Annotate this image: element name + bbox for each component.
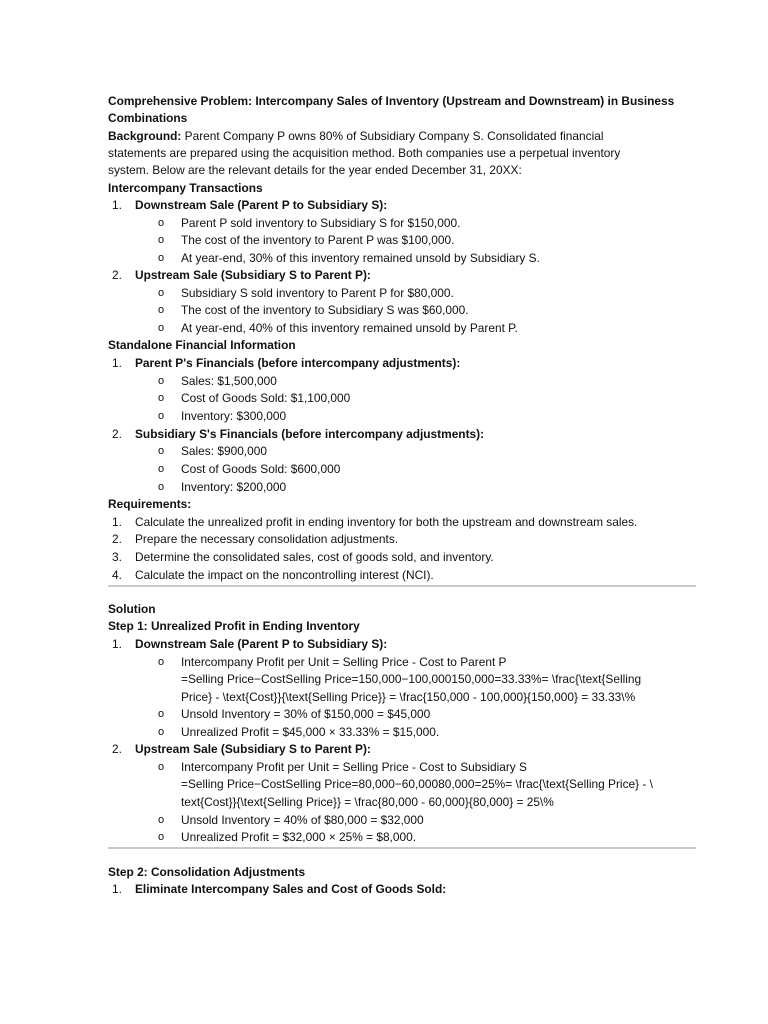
list-number: 1. [112,356,122,370]
background-text-line3: system. Below are the relevant details for the year ended December 31, 20XX: [108,163,522,177]
bullet-text: Unrealized Profit = $32,000 × 25% = $8,000. [181,830,417,844]
bullet-text: Unsold Inventory = 30% of $150,000 = $45,000 [181,707,431,721]
formula-text: Price} - \text{Cost}}{\text{Selling Price}} = \frac{150,000 - 100,000}{150,000} = 33.33\% [181,690,636,704]
bullet-text: The cost of the inventory to Subsidiary S was $60,000. [181,303,469,317]
bullet-text: Subsidiary S sold inventory to Parent P for $80,000. [181,286,454,300]
requirement-text: Determine the consolidated sales, cost of goods sold, and inventory. [135,550,494,564]
list-number: 1. [112,637,122,651]
bullet-marker: o [158,831,165,843]
horizontal-divider [108,585,696,587]
requirement-text: Calculate the impact on the noncontrolling interest (NCI). [135,568,434,582]
section-heading-intercompany: Intercompany Transactions [108,181,263,195]
bullet-text: At year-end, 30% of this inventory remained unsold by Subsidiary S. [181,251,540,265]
list-number: 1. [112,882,122,896]
bullet-marker: o [158,287,165,299]
list-item-title: Downstream Sale (Parent P to Subsidiary S): [135,637,388,651]
bullet-marker: o [158,445,165,457]
background-text-line2: statements are prepared using the acquisition method. Both companies use a perpetual inventory [108,146,621,160]
bullet-marker: o [158,322,165,334]
list-item-title: Eliminate Intercompany Sales and Cost of Goods Sold: [135,882,447,896]
bullet-text: Inventory: $300,000 [181,409,287,423]
bullet-text: Sales: $900,000 [181,444,267,458]
bullet-text: Unrealized Profit = $45,000 × 33.33% = $15,000. [181,725,440,739]
bullet-marker: o [158,463,165,475]
bullet-text: Cost of Goods Sold: $600,000 [181,462,341,476]
bullet-text: At year-end, 40% of this inventory remained unsold by Parent P. [181,321,518,335]
bullet-text: Intercompany Profit per Unit = Selling Price - Cost to Parent P [181,655,507,669]
step1-heading: Step 1: Unrealized Profit in Ending Inventory [108,619,360,633]
bullet-text: Sales: $1,500,000 [181,374,277,388]
bullet-text: Intercompany Profit per Unit = Selling Price - Cost to Subsidiary S [181,760,527,774]
section-heading-standalone: Standalone Financial Information [108,338,296,352]
list-item-title: Upstream Sale (Subsidiary S to Parent P): [135,742,371,756]
bullet-marker: o [158,234,165,246]
bullet-text: Unsold Inventory = 40% of $80,000 = $32,000 [181,813,424,827]
bullet-text: The cost of the inventory to Parent P was $100,000. [181,233,455,247]
solution-heading: Solution [108,602,156,616]
step2-heading: Step 2: Consolidation Adjustments [108,865,306,879]
list-item-title: Downstream Sale (Parent P to Subsidiary S): [135,198,388,212]
requirement-text: Calculate the unrealized profit in ending inventory for both the upstream and downstream sales. [135,515,638,529]
document-title-cont: Combinations [108,111,188,125]
formula-text: text{Cost}}{\text{Selling Price}} = \frac{80,000 - 60,000}{80,000} = 25\% [181,795,554,809]
bullet-marker: o [158,761,165,773]
bullet-marker: o [158,814,165,826]
list-item-title: Upstream Sale (Subsidiary S to Parent P): [135,268,371,282]
bullet-marker: o [158,410,165,422]
list-number: 1. [112,198,122,212]
bullet-marker: o [158,656,165,668]
bullet-marker: o [158,217,165,229]
bullet-text: Inventory: $200,000 [181,480,287,494]
bullet-text: Cost of Goods Sold: $1,100,000 [181,391,351,405]
list-item-title: Parent P's Financials (before intercompany adjustments): [135,356,461,370]
bullet-marker: o [158,252,165,264]
list-number: 2. [112,742,122,756]
list-number: 2. [112,268,122,282]
list-number: 4. [112,568,122,582]
bullet-marker: o [158,304,165,316]
list-number: 2. [112,532,122,546]
list-number: 1. [112,515,122,529]
bullet-marker: o [158,708,165,720]
background-label: Background: [108,129,182,143]
horizontal-divider [108,847,696,849]
list-number: 2. [112,427,122,441]
bullet-marker: o [158,392,165,404]
section-heading-requirements: Requirements: [108,497,192,511]
requirement-text: Prepare the necessary consolidation adjustments. [135,532,399,546]
bullet-marker: o [158,481,165,493]
formula-text: =Selling Price−CostSelling Price=150,000−100,000150,000=33.33%= \frac{\text{Selling [181,672,642,686]
bullet-marker: o [158,726,165,738]
list-item-title: Subsidiary S's Financials (before intercompany adjustments): [135,427,485,441]
bullet-text: Parent P sold inventory to Subsidiary S for $150,000. [181,216,461,230]
bullet-marker: o [158,375,165,387]
background-text: Parent Company P owns 80% of Subsidiary Company S. Consolidated financial [181,129,604,143]
document-title: Comprehensive Problem: Intercompany Sales of Inventory (Upstream and Downstream) in Business [108,94,675,108]
list-number: 3. [112,550,122,564]
background-paragraph [108,128,603,146]
formula-text: =Selling Price−CostSelling Price=80,000−60,00080,000=25%= \frac{\text{Selling Price} - \ [181,777,653,791]
